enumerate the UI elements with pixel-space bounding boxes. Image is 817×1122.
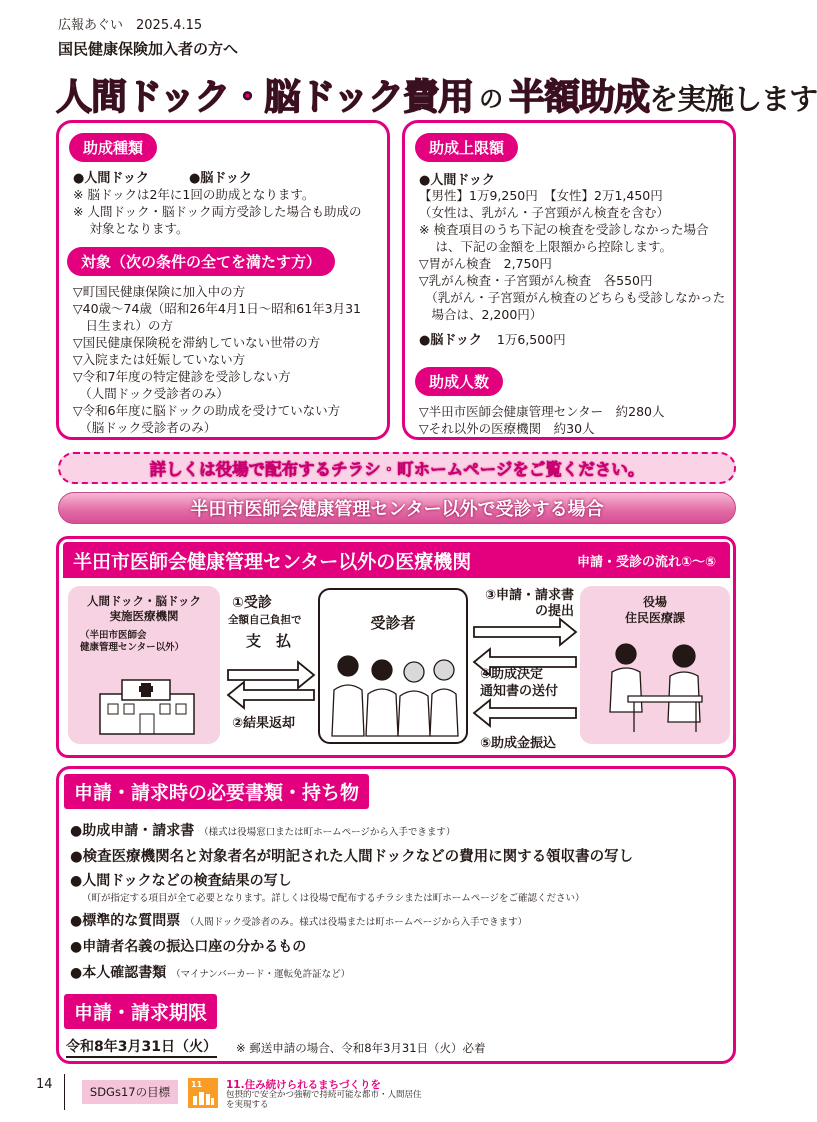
limit-heading: 助成上限額 — [415, 133, 518, 162]
eligibility-line: （脳ドック受診者のみ） — [73, 420, 217, 435]
sdg-goal-number: 11 — [191, 1080, 203, 1089]
deadline-date: 令和8年3月31日（火） — [66, 1036, 217, 1058]
title-rest: を実施します — [649, 82, 817, 116]
sdg-goal11-icon — [188, 1078, 218, 1108]
document-note: （町が指定する項目が全て必要となります。詳しくは役場で配布するチラシまたは町ホームページをご確認ください） — [82, 893, 585, 904]
eligibility-line: ▽令和7年度の特定健診を受診しない方 — [73, 369, 291, 384]
facility-name-line: 人間ドック・脳ドック — [86, 594, 202, 608]
step3-line: の提出 — [534, 604, 574, 619]
document-item — [70, 845, 633, 866]
flow-subtitle: 申請・受診の流れ①～⑤ — [576, 554, 716, 570]
type-human: ●人間ドック — [73, 171, 149, 186]
sdg-goal-desc-line: 包摂的で安全かつ強靭で持続可能な都市・人間居住 — [226, 1090, 422, 1100]
title-part1: 人間ドック・脳ドック費用 — [56, 77, 474, 118]
facility-note-line: （半田市医師会 — [80, 630, 147, 641]
types-note-line: ※ 脳ドックは2年に1回の助成となります。 — [73, 187, 315, 202]
document-title: ●人間ドックなどの検査結果の写し — [70, 873, 292, 889]
document-note: （マイナンバーカード・運転免許証など） — [171, 969, 351, 980]
step5-label: ⑤助成金振込 — [480, 736, 557, 751]
eligibility-line: 日生まれ）の方 — [73, 318, 174, 333]
document-item — [70, 962, 350, 982]
step4-line: ④助成決定 — [480, 667, 544, 682]
footer-divider — [64, 1074, 65, 1110]
issue-info: 広報あぐい 2025.4.15 — [58, 18, 203, 33]
step4-line: 通知書の送付 — [480, 684, 559, 699]
limit-line: ▽乳がん検査・子宮頸がん検査 各550円 — [419, 273, 653, 288]
step3-label — [478, 588, 574, 620]
section-banner: 半田市医師会健康管理センター以外で受診する場合 — [58, 492, 736, 524]
facility-name-line: 実施医療機関 — [109, 609, 179, 623]
notice-bar: 詳しくは役場で配布するチラシ・町ホームページをご覧ください。 — [58, 452, 736, 484]
deadline-note: ※ 郵送申請の場合、令和8年3月31日（火）必着 — [236, 1041, 486, 1055]
document-item — [82, 889, 585, 905]
sdgs-label: SDGs17の目標 — [82, 1080, 178, 1104]
limit-line: 【男性】1万9,250円 【女性】2万1,450円 — [419, 188, 663, 203]
limit-human-title: ●人間ドック — [419, 173, 495, 188]
office-name-line: 住民医療課 — [624, 611, 685, 625]
document-title: ●助成申請・請求書 — [70, 823, 195, 839]
step3-line: ③申請・請求書 — [484, 588, 574, 603]
sdg-goal-desc — [226, 1090, 422, 1110]
step1-pay: 支 払 — [246, 632, 292, 650]
facility-note-line: 健康管理センター以外） — [80, 642, 185, 653]
title-part2: 半額助成 — [509, 77, 650, 118]
limit-line: ▽胃がん検査 2,750円 — [419, 256, 552, 271]
document-note: （人間ドック受診者のみ。様式は役場または町ホームページから入手できます） — [185, 917, 528, 928]
step1-label: ①受診 — [232, 595, 272, 611]
count-heading: 助成人数 — [415, 367, 503, 396]
types-heading: 助成種類 — [69, 133, 157, 162]
document-title: ●検査医療機関名と対象者名が明記された人間ドックなどの費用に関する領収書の写し — [70, 849, 634, 865]
document-item — [70, 936, 306, 956]
sdg-goal-desc-line: を実現する — [226, 1100, 269, 1110]
eligibility-line: ▽国民健康保険税を滞納していない世帯の方 — [73, 335, 321, 350]
limit-brain-amount: 1万6,500円 — [496, 332, 566, 347]
office-name-line: 役場 — [642, 595, 667, 609]
limit-line: 場合は、2,200円） — [419, 307, 543, 322]
document-title: ●申請者名義の振込口座の分かるもの — [70, 939, 307, 955]
step1-note: 全額自己負担で — [228, 614, 302, 626]
document-title: ●標準的な質問票 — [70, 913, 181, 929]
documents-heading: 申請・請求時の必要書類・持ち物 — [64, 774, 369, 809]
eligibility-line: ▽40歳～74歳（昭和26年4月1日～昭和61年3月31 — [73, 301, 362, 316]
count-line: ▽それ以外の医療機関 約30人 — [419, 421, 595, 436]
patient-label: 受診者 — [370, 614, 416, 632]
step2-label: ②結果返却 — [232, 716, 296, 731]
limit-brain-title: ●脳ドック — [419, 333, 482, 348]
eligibility-line: ▽入院または妊娠していない方 — [73, 352, 246, 367]
document-note: （様式は役場窓口または町ホームページから入手できます） — [199, 827, 456, 838]
count-line: ▽半田市医師会健康管理センター 約280人 — [419, 404, 665, 419]
types-note-line: ※ 人間ドック・脳ドック両方受診した場合も助成の — [73, 204, 362, 219]
eligibility-line: （人間ドック受診者のみ） — [73, 386, 229, 401]
types-note-line: 対象となります。 — [73, 221, 189, 236]
limit-line: （乳がん・子宮頸がん検査のどちらも受診しなかった — [419, 290, 726, 305]
flow-title: 半田市医師会健康管理センター以外の医療機関 — [73, 550, 472, 573]
lead-text: 国民健康保険加入者の方へ — [58, 40, 239, 58]
arrow-step5 — [474, 700, 576, 726]
eligibility-line: ▽令和6年度に脳ドックの助成を受けていない方 — [73, 403, 341, 418]
document-item — [70, 910, 527, 930]
eligibility-heading: 対象（次の条件の全てを満たす方） — [67, 247, 335, 276]
document-title: ●本人確認書類 — [70, 965, 167, 981]
limit-line: は、下記の金額を上限額から控除します。 — [419, 239, 672, 254]
arrow-step3 — [474, 619, 576, 645]
sdg-goal-title: 11.住み続けられるまちづくりを — [226, 1079, 381, 1091]
document-item — [70, 820, 455, 840]
type-brain: ●脳ドック — [189, 171, 252, 186]
document-item — [70, 870, 292, 890]
limit-line: ※ 検査項目のうち下記の検査を受診しなかった場合 — [419, 222, 709, 237]
eligibility-line: ▽町国民健康保険に加入中の方 — [73, 284, 246, 299]
step4-label — [480, 666, 558, 700]
title-no: の — [479, 85, 504, 113]
page-number: 14 — [36, 1077, 53, 1092]
deadline-heading: 申請・請求期限 — [64, 994, 217, 1029]
limit-line: （女性は、乳がん・子宮頸がん検査を含む） — [419, 205, 670, 220]
